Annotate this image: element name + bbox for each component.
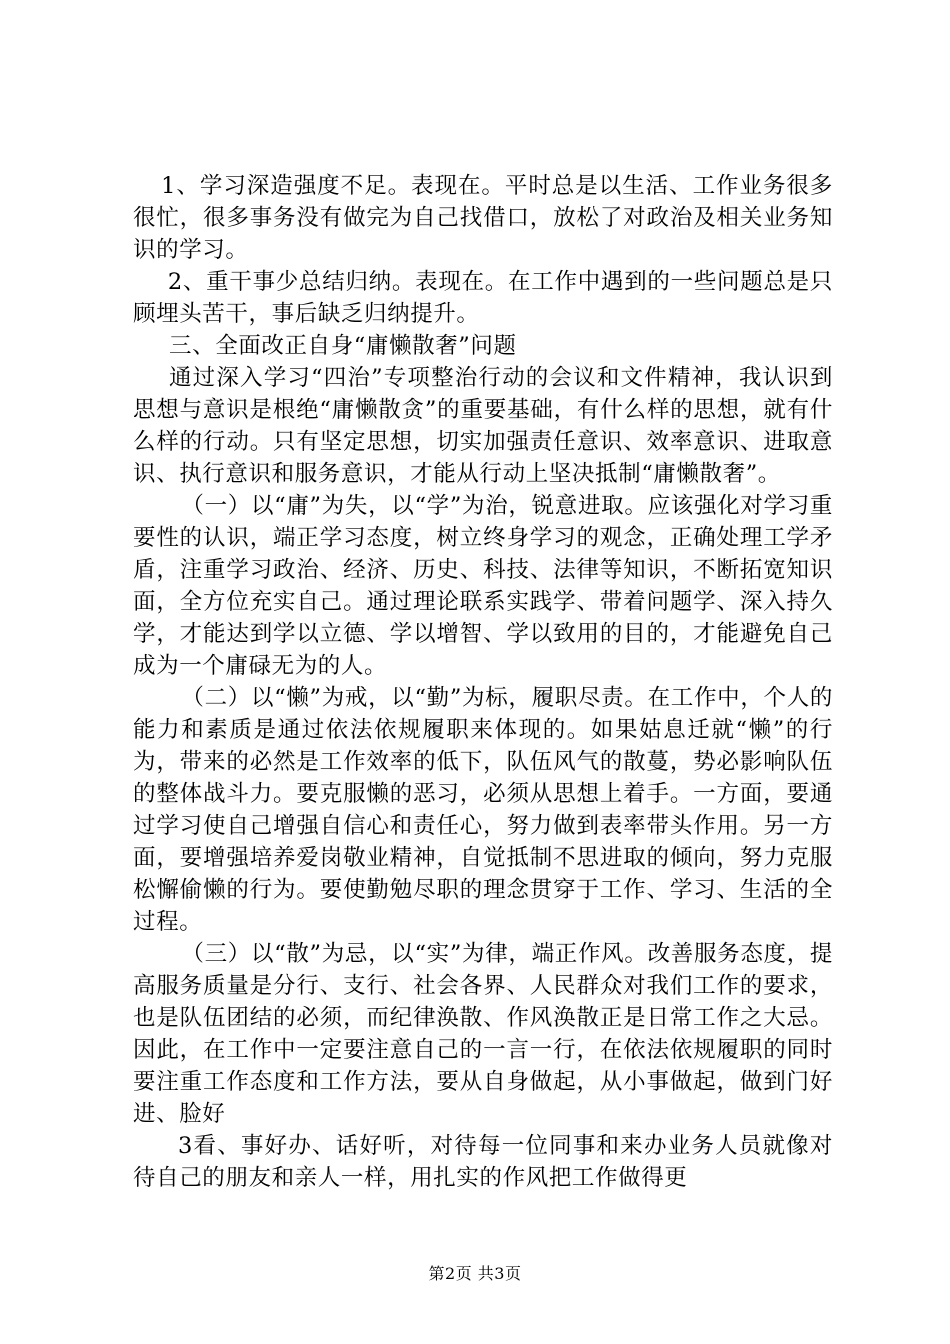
body-text bbox=[133, 170, 833, 1194]
paragraph-item-3: （三）以“散”为忌，以“实”为律，端正作风。改善服务态度，提高服务质量是分行、支行、社会各界、人民群众对我们工作的要求，也是队伍团结的必须，而纪律涣散、作风涣散正是日常工作之大忌。因此，在工作中一定要注意自己的一言一行，在依法依规履职的同时要注重工作态度和工作方法，要从自身做起，从小事做起，做到门好进、脸好 bbox=[133, 941, 833, 1127]
paragraph-2: 2、重干事少总结归纳。表现在。在工作中遇到的一些问题总是只顾埋头苦干，事后缺乏归纳提升。 bbox=[133, 269, 833, 327]
page-number-footer: 第2页 共3页 bbox=[428, 1264, 522, 1283]
paragraph-item-1: （一）以“庸”为失，以“学”为治，锐意进取。应该强化对学习重要性的认识，端正学习态度，树立终身学习的观念，正确处理工学矛盾，注重学习政治、经济、历史、科技、法律等知识，不断拓宽知识面，全方位充实自己。通过理论联系实践学、带着问题学、深入持久学，才能达到学以立德、学以增智、学以致用的目的，才能避免自己成为一个庸碌无为的人。 bbox=[133, 493, 833, 679]
paragraph-intro: 通过深入学习“四治”专项整治行动的会议和文件精神，我认识到思想与意识是根绝“庸懒散贪”的重要基础，有什么样的思想，就有什么样的行动。只有坚定思想，切实加强责任意识、效率意识、进取意识、执行意识和服务意识，才能从行动上坚决抵制“庸懒散奢”。 bbox=[133, 365, 833, 487]
paragraph-item-2: （二）以“懒”为戒，以“勤”为标，履职尽责。在工作中，个人的能力和素质是通过依法依规履职来体现的。如果姑息迁就“懒”的行为，带来的必然是工作效率的低下，队伍风气的散蔓，势必影响队伍的整体战斗力。要克服懒的恶习，必须从思想上着手。一方面，要通过学习使自己增强自信心和责任心，努力做到表率带头作用。另一方面，要增强培养爱岗敬业精神，自觉抵制不思进取的倾向，努力克服松懈偷懒的行为。要使勤勉尽职的理念贯穿于工作、学习、生活的全过程。 bbox=[133, 685, 833, 935]
paragraph-1: 1、学习深造强度不足。表现在。平时总是以生活、工作业务很多很忙，很多事务没有做完为自己找借口，放松了对政治及相关业务知识的学习。 bbox=[133, 173, 833, 263]
paragraph-continued: 3看、事好办、话好听，对待每一位同事和来办业务人员就像对待自己的朋友和亲人一样，用扎实的作风把工作做得更 bbox=[133, 1133, 833, 1191]
section-heading: 三、全面改正自身“庸懒散奢”问题 bbox=[169, 333, 517, 359]
